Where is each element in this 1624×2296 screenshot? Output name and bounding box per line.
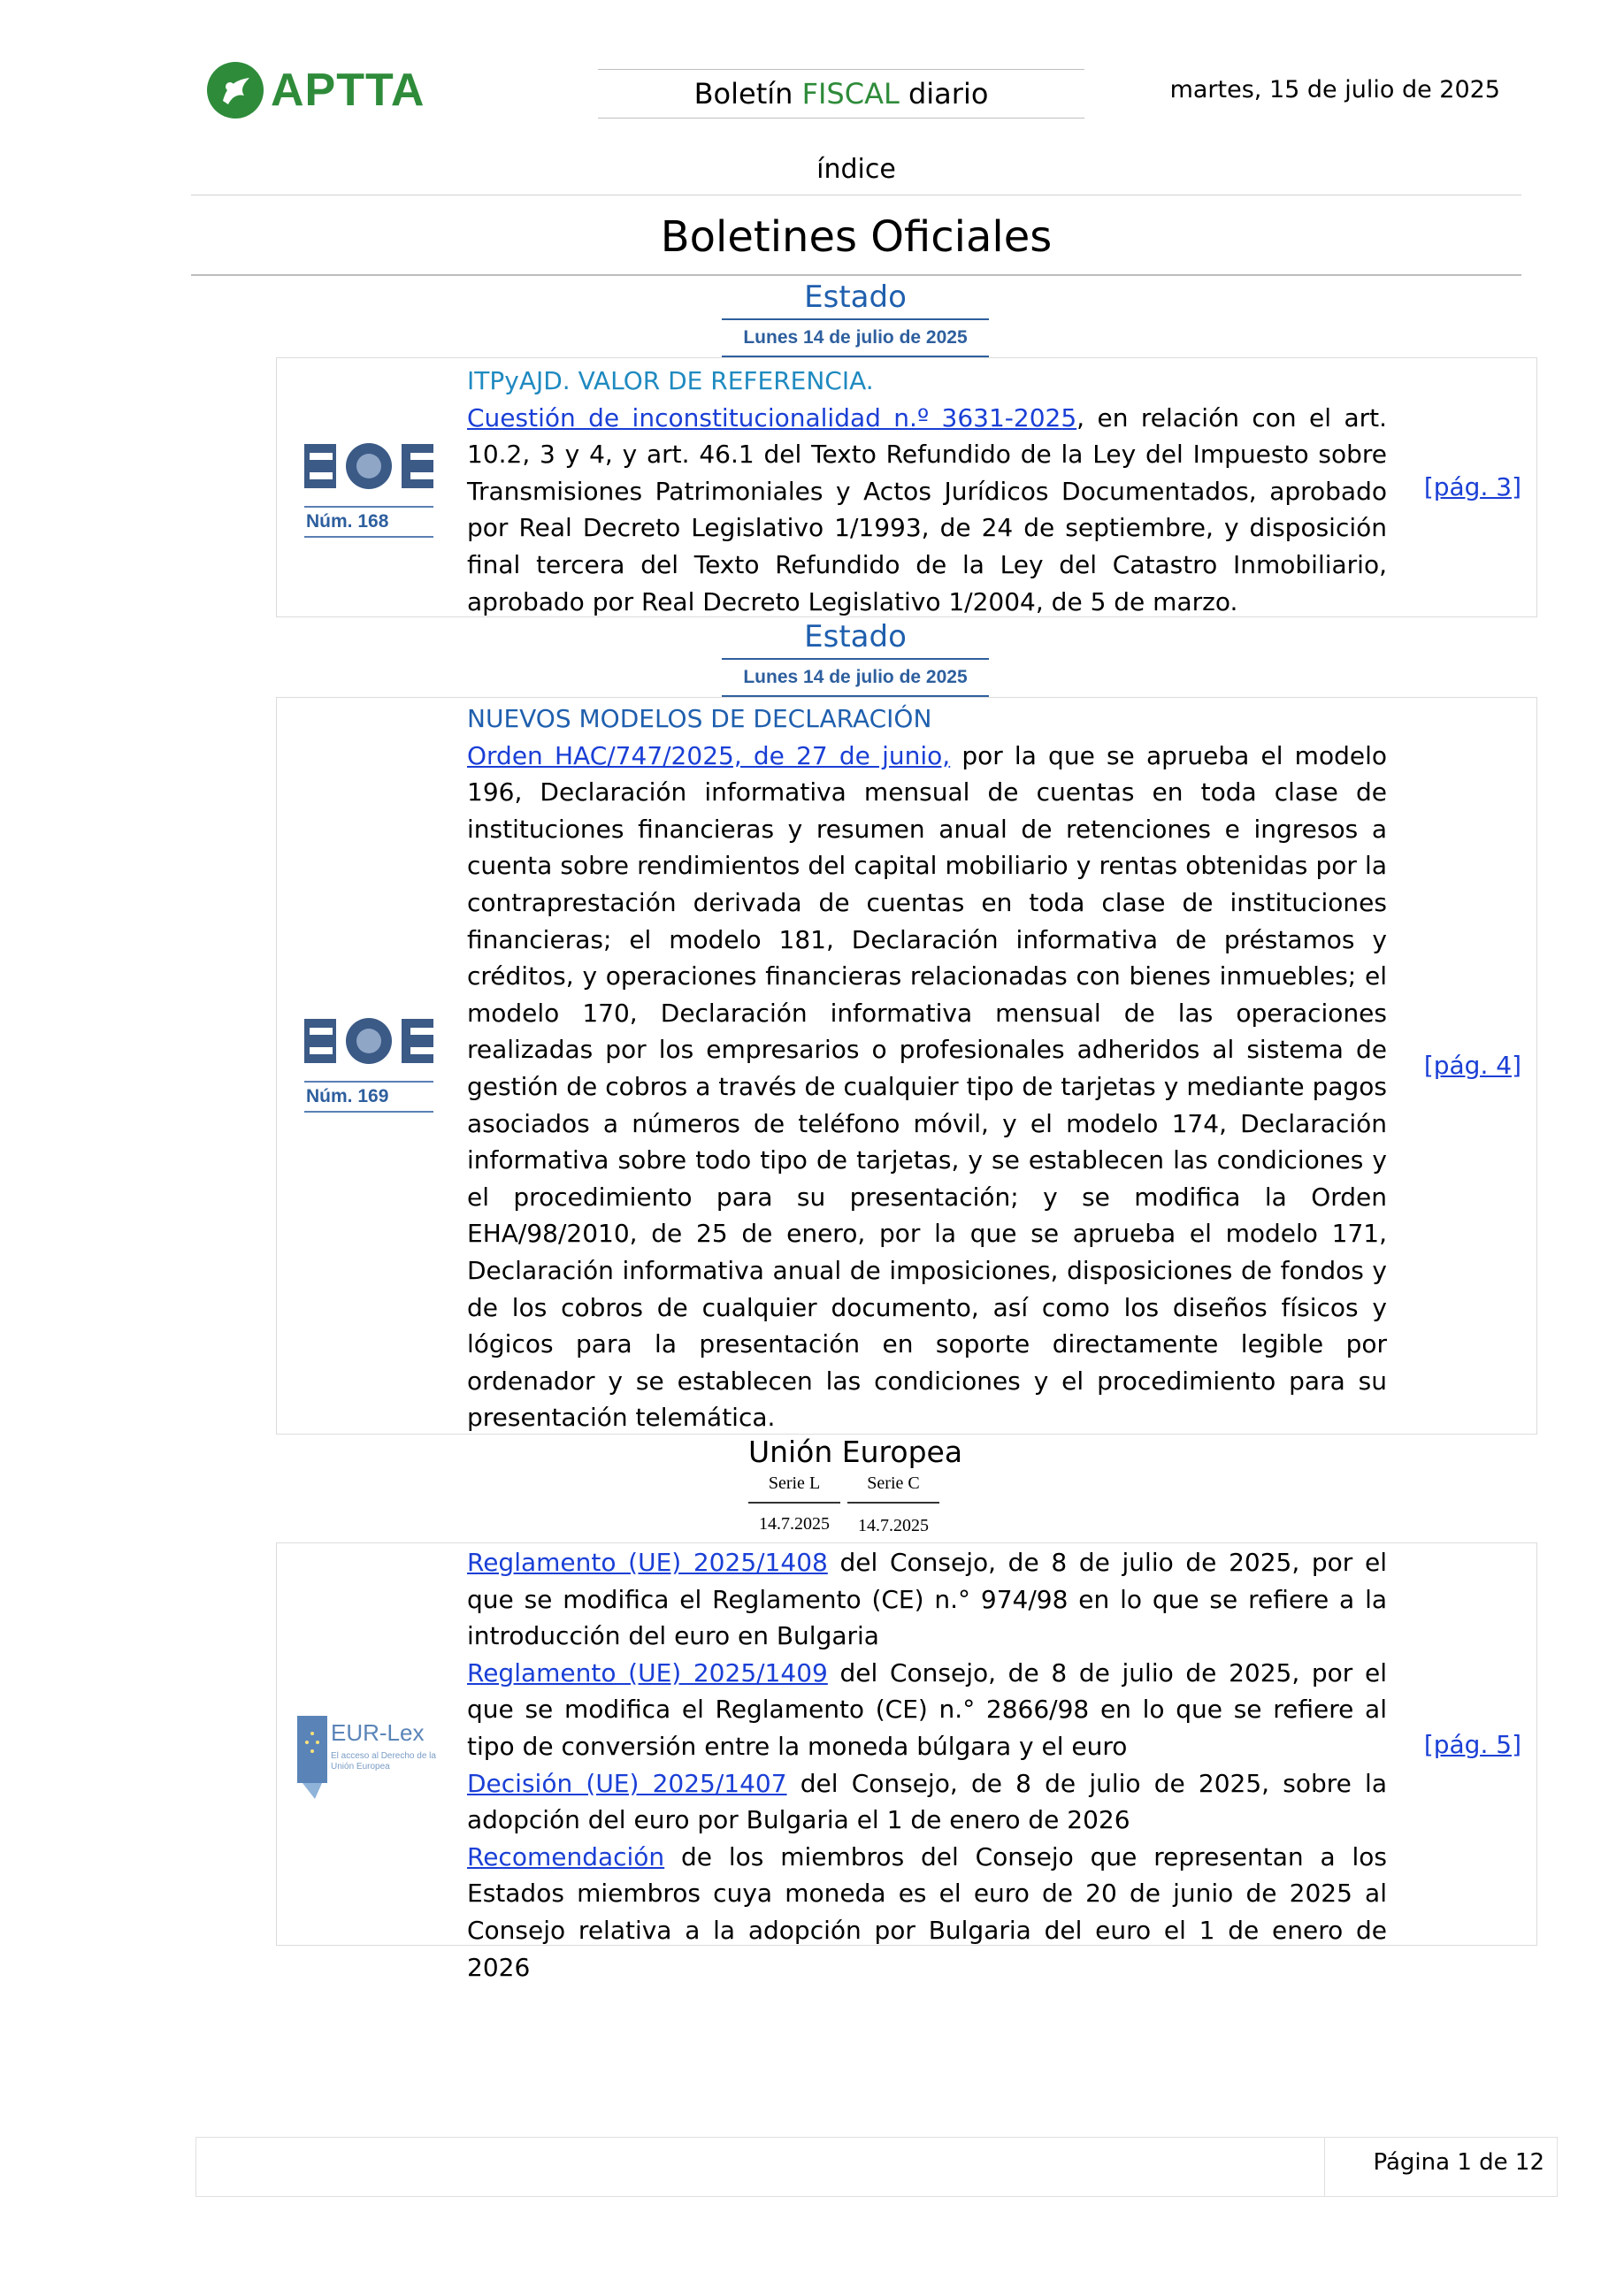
eurlex-logo [295, 1707, 437, 1804]
eu-item [467, 1655, 1387, 1765]
divider [191, 274, 1521, 276]
entry-body: , en relación con el art. 10.2, 3 y 4, y art. 46.1 del Texto Refundido de la Ley del Impuesto sobre Transmisiones Patrimoniales y Actos Jurídicos Documentados, aprobado por Real Decreto Legislativo 1/1993, de 24 de septiembre, y disposición final tercera del Texto Refundido de la Ley del Catastro Inmobiliario, aprobado por Real Decreto Legislativo 1/2004, de 5 de marzo. [467, 402, 1388, 616]
index-link[interactable]: índice [816, 154, 896, 185]
eu-item-link[interactable]: Reglamento (UE) 2025/1408 [467, 1548, 828, 1577]
eurlex-tagline: El acceso al Derecho de la Unión Europea [331, 1751, 436, 1772]
header-date: martes, 15 de julio de 2025 [1169, 76, 1500, 103]
entry-text [467, 700, 1387, 1436]
entry-keyword: NUEVOS MODELOS DE DECLARACIÓN [467, 704, 932, 733]
serie-c-label: Serie C [867, 1473, 920, 1493]
eu-item [467, 1544, 1387, 1655]
eu-item-body: del Consejo, de 8 de julio de 2025, sobre la adopción del euro por Bulgaria el 1 de enero de 2026 [467, 1768, 1387, 1835]
boe-number: Núm. 168 [304, 506, 433, 538]
eu-item [467, 1765, 1387, 1839]
eurlex-text: EUR-Lex [331, 1719, 425, 1746]
bulletin-title [598, 69, 1084, 119]
entry-link[interactable]: Cuestión de inconstitucionalidad n.º 3631-2025 [467, 402, 1077, 432]
entry-text [467, 363, 1387, 620]
serie-c-date: 14.7.2025 [858, 1516, 929, 1535]
aptta-emblem-icon [205, 60, 265, 120]
eu-item [467, 1839, 1387, 1986]
page-reference-link[interactable]: [pág. 3] [1423, 472, 1521, 501]
entry-link[interactable]: Orden HAC/747/2025, de 27 de junio, [467, 740, 951, 770]
source-label: Estado [804, 619, 907, 654]
page-reference-link[interactable]: [pág. 4] [1423, 1051, 1521, 1080]
boe-badge [304, 1015, 433, 1113]
entry-body: por la que se aprueba el modelo 196, Declaración informativa mensual de cuentas en toda clase de instituciones financieras y resumen anual de retenciones e ingresos a cuenta sobre rendimientos del capital mobiliario y rentas obtenidas por la contraprestación derivada de cuentas en toda clase de instituciones financieras; el modelo 181, Declaración informativa de préstamos y créditos, y operaciones financieras relacionadas con bienes inmuebles; el modelo 170, Declaración informativa mensual de las operaciones realizadas por los empresarios o profesionales adheridos al sistema de gestión de cobros a través de cualquier tipo de tarjetas y mediante pagos asociados a números de teléfono móvil, y el modelo 174, Declaración informativa sobre todo tipo de tarjetas, y se establecen las condiciones y el procedimiento para su presentación; y se modifica la Orden EHA/98/2010, de 25 de enero, por la que se aprueba el modelo 171, Declaración informativa anual de imposiciones, disposiciones de fondos y de los cobros de cualquier documento, así como los diseños físicos y lógicos para la presentación en soporte directamente legible por ordenador y se establecen las condiciones y el procedimiento para su presentación telemática. [467, 740, 1387, 1433]
page-reference-link[interactable]: [pág. 5] [1423, 1730, 1521, 1759]
footer-divider [1324, 2137, 1325, 2197]
logo-text: APTTA [271, 65, 425, 116]
bulletin-accent: FISCAL [801, 77, 900, 111]
boe-badge [304, 440, 433, 538]
boe-logo-icon [304, 1015, 433, 1067]
source-date: Lunes 14 de julio de 2025 [722, 318, 989, 357]
serie-divider [847, 1502, 939, 1504]
eu-items [467, 1544, 1387, 1986]
boe-logo-icon [304, 440, 433, 492]
boe-number: Núm. 169 [304, 1081, 433, 1113]
entry-keyword: ITPyAJD. VALOR DE REFERENCIA. [467, 366, 874, 395]
eu-item-body: del Consejo, de 8 de julio de 2025, por el que se modifica el Reglamento (CE) n.° 974/98 en lo que se refiere a la introducción del euro en Bulgaria [467, 1548, 1387, 1651]
eu-item-link[interactable]: Reglamento (UE) 2025/1409 [467, 1657, 828, 1688]
eu-section-title: Unión Europea [747, 1435, 963, 1469]
eu-item-body: de los miembros del Consejo que representan a los Estados miembros cuya moneda es el euro de 20 de junio de 2025 al Consejo relativa a la adopción por Bulgaria del euro el 1 de enero de 2026 [467, 1841, 1387, 1982]
page-number: Página 1 de 12 [1373, 2149, 1544, 2176]
serie-divider [748, 1502, 840, 1504]
section-title: Boletines Oficiales [660, 212, 1053, 262]
bulletin-suffix: diario [908, 77, 989, 111]
eu-item-link[interactable]: Decisión (UE) 2025/1407 [467, 1768, 787, 1798]
source-label: Estado [804, 279, 907, 315]
source-date: Lunes 14 de julio de 2025 [722, 658, 989, 697]
serie-l-label: Serie L [768, 1473, 821, 1493]
bulletin-prefix: Boletín [693, 77, 793, 111]
aptta-logo [205, 58, 453, 122]
eu-item-link[interactable]: Recomendación [467, 1841, 665, 1871]
serie-l-date: 14.7.2025 [759, 1514, 830, 1534]
eu-item-body: del Consejo, de 8 de julio de 2025, por el que se modifica el Reglamento (CE) n.° 2866/98 en lo que se refiere al tipo de conversión entre la moneda búlgara y el euro [467, 1657, 1387, 1761]
